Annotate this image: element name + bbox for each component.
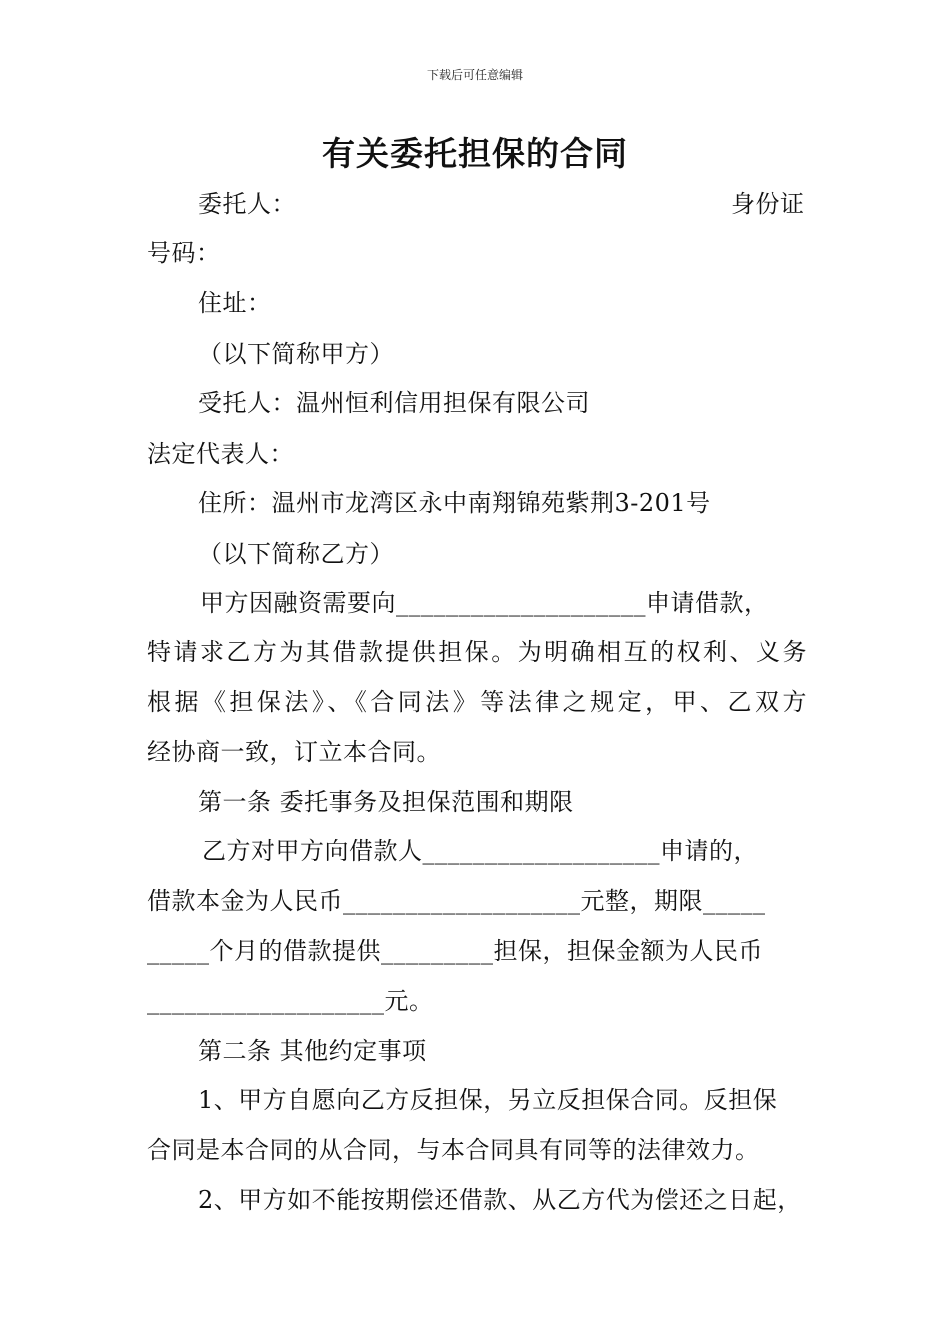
- text-line: 2、甲方如不能按期偿还借款、从乙方代为偿还之日起，: [198, 1186, 802, 1214]
- text-line: _____个月的借款提供_________担保，担保金额为人民币: [147, 937, 763, 965]
- document-title: 有关委托担保的合同: [322, 134, 628, 173]
- text-line: 住所：温州市龙湾区永中南翔锦苑紫荆3-201号: [198, 489, 711, 517]
- text-line: 借款本金为人民币___________________元整，期限_____: [147, 887, 766, 915]
- text-line: 甲方因融资需要向____________________申请借款，: [200, 589, 769, 617]
- header-note: 下载后可任意编辑: [426, 68, 523, 82]
- text-line: 乙方对甲方向借款人___________________申请的，: [202, 837, 758, 865]
- text-line: 受托人：温州恒利信用担保有限公司: [198, 389, 590, 417]
- section-heading: 第一条 委托事务及担保范围和期限: [198, 788, 574, 816]
- text-line: 合同是本合同的从合同，与本合同具有同等的法律效力。: [147, 1136, 760, 1164]
- text-line: 经协商一致，订立本合同。: [147, 738, 441, 766]
- text-line: 住址：: [198, 289, 272, 317]
- text-line: 身份证: [731, 190, 805, 218]
- section-heading: 第二条 其他约定事项: [198, 1037, 427, 1065]
- text-line: 法定代表人：: [147, 440, 294, 468]
- text-line: 1、甲方自愿向乙方反担保，另立反担保合同。反担保: [198, 1086, 778, 1114]
- text-line: 号码：: [147, 239, 221, 267]
- text-line: 根据《担保法》、《合同法》等法律之规定，甲、乙双方: [147, 688, 807, 716]
- text-line: （以下简称甲方）: [198, 340, 394, 368]
- text-line: ___________________元。: [147, 987, 434, 1015]
- text-line: 特请求乙方为其借款提供担保。为明确相互的权利、义务: [147, 638, 807, 666]
- text-line: 委托人：: [198, 190, 296, 218]
- text-line: （以下简称乙方）: [198, 540, 394, 568]
